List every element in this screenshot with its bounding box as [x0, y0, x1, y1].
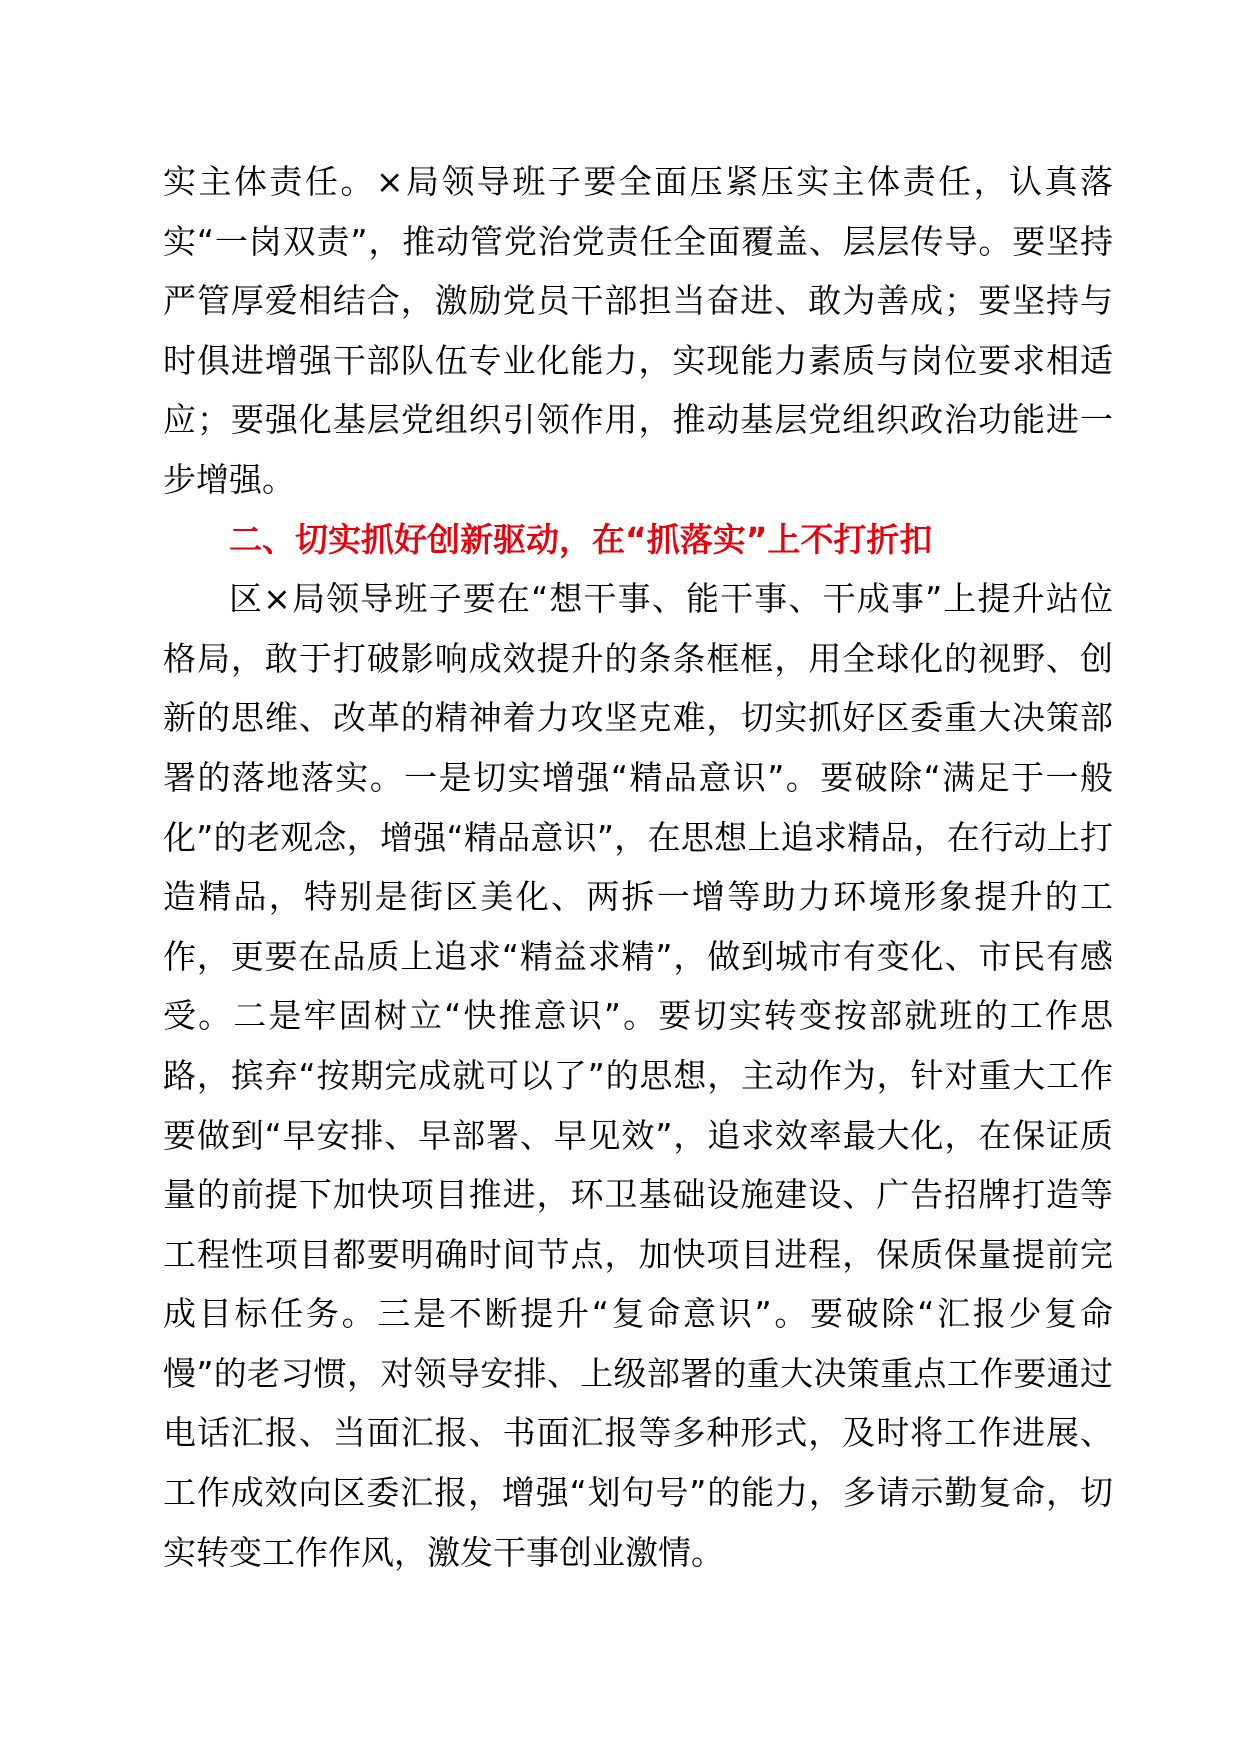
section-heading-innovation: 二、切实抓好创新驱动，在“抓落实”上不打折扣 [229, 519, 933, 559]
body-paragraph-innovation: 区×局领导班子要在“想干事、能干事、干成事”上提升站位格局，敢于打破影响成效提升的条条框框，用全球化的视野、创新的思维、改革的精神着力攻坚克难，切实抓好区委重大决策部署的落地落实。一是切实增强“精品意识”。要破除“满足于一般化”的老观念，增强“精品意识”，在思想上追求精品，在行动上打造精品，特别是街区美化、两拆一增等助力环境形象提升的工作，更要在品质上追求“精益求精”，做到城市有变化、市民有感受。二是牢固树立“快推意识”。要切实转变按部就班的工作思路，摈弃“按期完成就可以了”的思想，主动作为，针对重大工作要做到“早安排、早部署、早见效”，追求效率最大化，在保证质量的前提下加快项目推进，环卫基础设施建设、广告招牌打造等工程性项目都要明确时间节点，加快项目进程，保质保量提前完成目标任务。三是不断提升“复命意识”。要破除“汇报少复命慢”的老习惯，对领导安排、上级部署的重大决策重点工作要通过电话汇报、当面汇报、书面汇报等多种形式，及时将工作进展、工作成效向区委汇报，增强“划句号”的能力，多请示勤复命，切实转变工作作风，激发干事创业激情。 [163, 579, 1113, 1572]
document-body [163, 152, 1113, 1582]
body-paragraph-responsibility: 实主体责任。×局领导班子要全面压紧压实主体责任，认真落实“一岗双责”，推动管党治党责任全面覆盖、层层传导。要坚持严管厚爱相结合，激励党员干部担当奋进、敢为善成；要坚持与时俱进增强干部队伍专业化能力，实现能力素质与岗位要求相适应；要强化基层党组织引领作用，推动基层党组织政治功能进一步增强。 [163, 162, 1113, 499]
